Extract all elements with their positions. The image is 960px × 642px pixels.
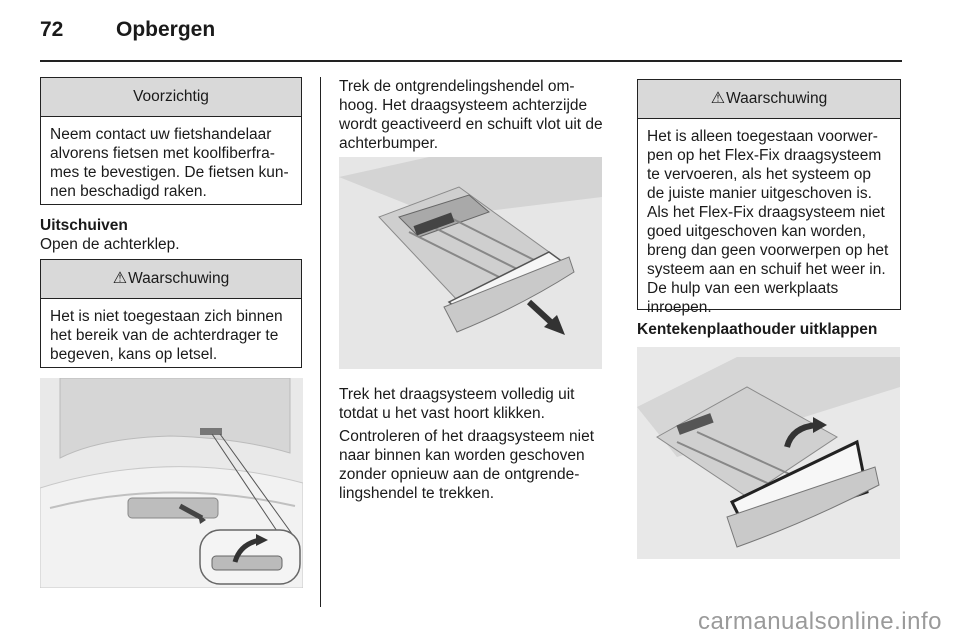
figure-tailgate-lever <box>40 378 303 588</box>
warning-2-header <box>638 80 900 119</box>
caution-title: Voorzichtig <box>41 78 301 117</box>
caution-body: Neem contact uw fietshandelaar alvorens fietsen met koolfiberframes te bevestigen. De fietsen kunnen beschadigd raken. <box>50 126 289 200</box>
warning-1-title: Waarschuwing <box>128 270 230 287</box>
column-divider-1 <box>320 77 321 607</box>
header-divider <box>40 60 902 62</box>
warning-box-2 <box>637 79 901 316</box>
page-title: Opbergen <box>116 18 216 41</box>
watermark: carmanualsonline.info <box>698 608 942 635</box>
paragraph-check-carrier: Controleren of het draagsysteem niet naar binnen kan worden geschoven zonder opnieuw aan de ontgrendelingshendel te trekken. <box>339 428 595 502</box>
warning-1-header <box>41 260 301 299</box>
page-number: 72 <box>40 18 64 41</box>
warning-triangle-icon: ⚠ <box>112 270 128 287</box>
caution-box <box>40 77 302 205</box>
figure-pull-out-carrier <box>339 157 602 369</box>
paragraph-release-lever: Trek de ontgrendelingshendel omhoog. Het draagsysteem achterzijde wordt geactiveerd en schuift vlot uit de achterbumper. <box>339 78 603 152</box>
warning-triangle-icon: ⚠ <box>710 90 726 107</box>
figure-license-plate-holder <box>637 347 900 559</box>
subheading-kentekenplaathouder: Kentekenplaathouder uitklappen <box>637 321 878 338</box>
paragraph-pull-fully: Trek het draagsysteem volledig uit totdat u het vast hoort klikken. <box>339 386 575 422</box>
warning-1-body: Het is niet toegestaan zich binnen het bereik van de achterdrager te begeven, kans op letsel. <box>50 308 283 363</box>
warning-2-title: Waarschuwing <box>726 90 828 107</box>
warning-2-body: Het is alleen toegestaan voorwerpen op het Flex-Fix draagsysteem te vervoeren, als het systeem op de juiste manier uitgeschoven is. Als het Flex-Fix draagsysteem niet goed uitgeschoven kan worden, breng dan geen voorwerpen op het systeem aan en schuif het weer in. De hulp van een werkplaats inroepen. <box>647 128 889 316</box>
subheading-uitschuiven: Uitschuiven <box>40 217 128 234</box>
warning-box-1 <box>40 259 302 368</box>
instruction-open-tailgate: Open de achterklep. <box>40 236 180 253</box>
